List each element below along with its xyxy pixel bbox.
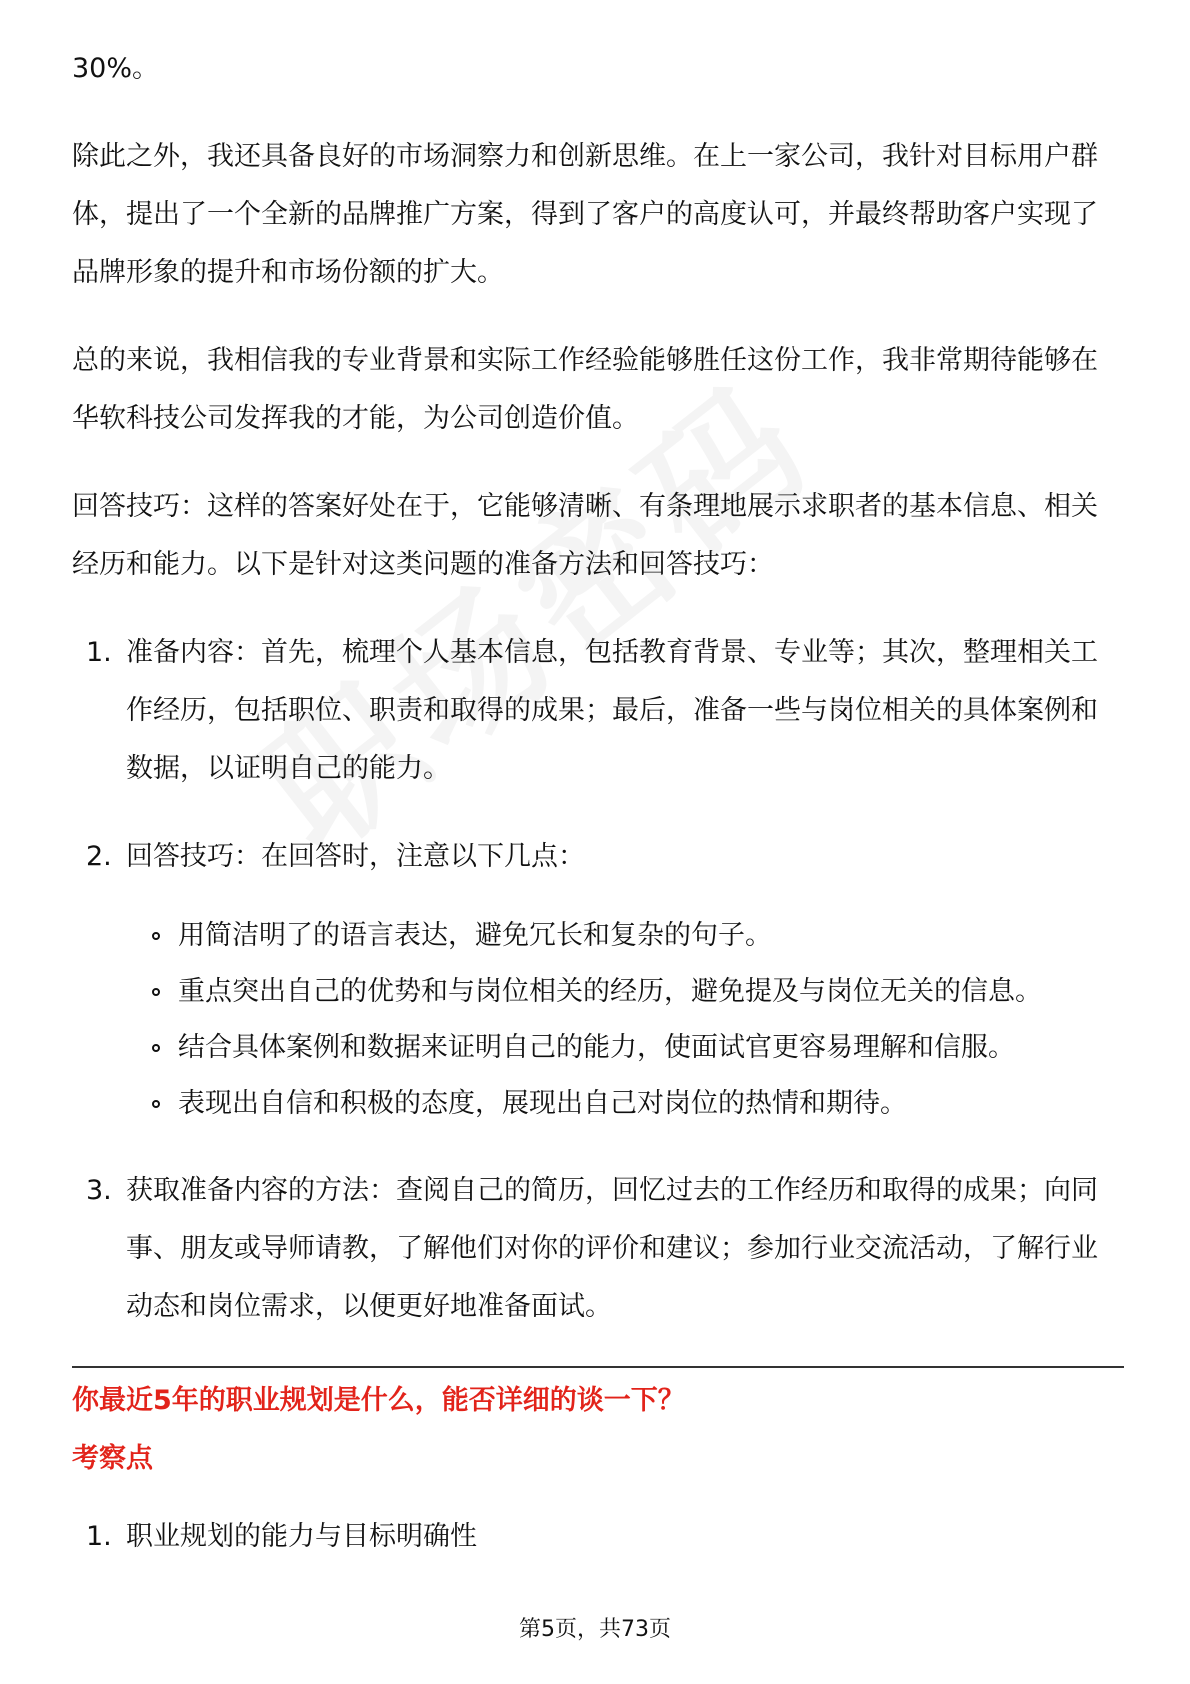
- page-footer: 第5页，共73页: [519, 1617, 671, 1642]
- sub-list-item-text: 重点突出自己的优势和与岗位相关的经历，避免提及与岗位无关的信息。: [178, 976, 1042, 1007]
- list-item: [72, 828, 1124, 1132]
- sub-list-item: [126, 1020, 1124, 1076]
- circle-bullet-icon: [152, 1044, 160, 1052]
- list-number: 2.: [86, 841, 112, 872]
- circle-bullet-icon: [152, 988, 160, 996]
- list-item: [72, 1162, 1124, 1336]
- sub-list-item-text: 表现出自信和积极的态度，展现出自己对岗位的热情和期待。: [178, 1088, 907, 1119]
- list-item: [72, 624, 1124, 798]
- list-item-text: 准备内容：首先，梳理个人基本信息，包括教育背景、专业等；其次，整理相关工作经历，包括职位、职责和取得的成果；最后，准备一些与岗位相关的具体案例和数据，以证明自己的能力。: [126, 637, 1098, 784]
- circle-bullet-icon: [152, 1100, 160, 1108]
- sub-list-item-text: 用简洁明了的语言表达，避免冗长和复杂的句子。: [178, 920, 772, 951]
- question-heading: 你最近5年的职业规划是什么，能否详细的谈一下？: [72, 1385, 685, 1416]
- sub-list-item: [126, 908, 1124, 964]
- list-number: 1.: [86, 637, 112, 668]
- list-item-text: 职业规划的能力与目标明确性: [126, 1521, 477, 1552]
- list-item: [72, 1508, 1124, 1566]
- sub-list-item: [126, 964, 1124, 1020]
- list-item-text: 回答技巧：在回答时，注意以下几点：: [126, 841, 585, 872]
- tips-list: [72, 624, 1124, 1336]
- paragraph-insight: 除此之外，我还具备良好的市场洞察力和创新思维。在上一家公司，我针对目标用户群体，提出了一个全新的品牌推广方案，得到了客户的高度认可，并最终帮助客户实现了品牌形象的提升和市场份额的扩大。: [72, 141, 1098, 288]
- paragraph-answer-tips: 回答技巧：这样的答案好处在于，它能够清晰、有条理地展示求职者的基本信息、相关经历和能力。以下是针对这类问题的准备方法和回答技巧：: [72, 491, 1098, 580]
- circle-bullet-icon: [152, 932, 160, 940]
- document-page: [72, 40, 1124, 1596]
- list-number: 1.: [86, 1521, 112, 1552]
- list-number: 3.: [86, 1175, 112, 1206]
- section-divider: [72, 1366, 1124, 1368]
- sub-list: [126, 908, 1124, 1132]
- assessment-points-list: [72, 1508, 1124, 1566]
- sub-list-item-text: 结合具体案例和数据来证明自己的能力，使面试官更容易理解和信服。: [178, 1032, 1015, 1063]
- list-item-text: 获取准备内容的方法：查阅自己的简历，回忆过去的工作经历和取得的成果；向同事、朋友或导师请教，了解他们对你的评价和建议；参加行业交流活动，了解行业动态和岗位需求，以便更好地准备面试。: [126, 1175, 1098, 1322]
- paragraph-intro-end: 30%。: [72, 53, 160, 84]
- paragraph-summary: 总的来说，我相信我的专业背景和实际工作经验能够胜任这份工作，我非常期待能够在华软科技公司发挥我的才能，为公司创造价值。: [72, 345, 1098, 434]
- assessment-points-title: 考察点: [72, 1443, 153, 1474]
- sub-list-item: [126, 1076, 1124, 1132]
